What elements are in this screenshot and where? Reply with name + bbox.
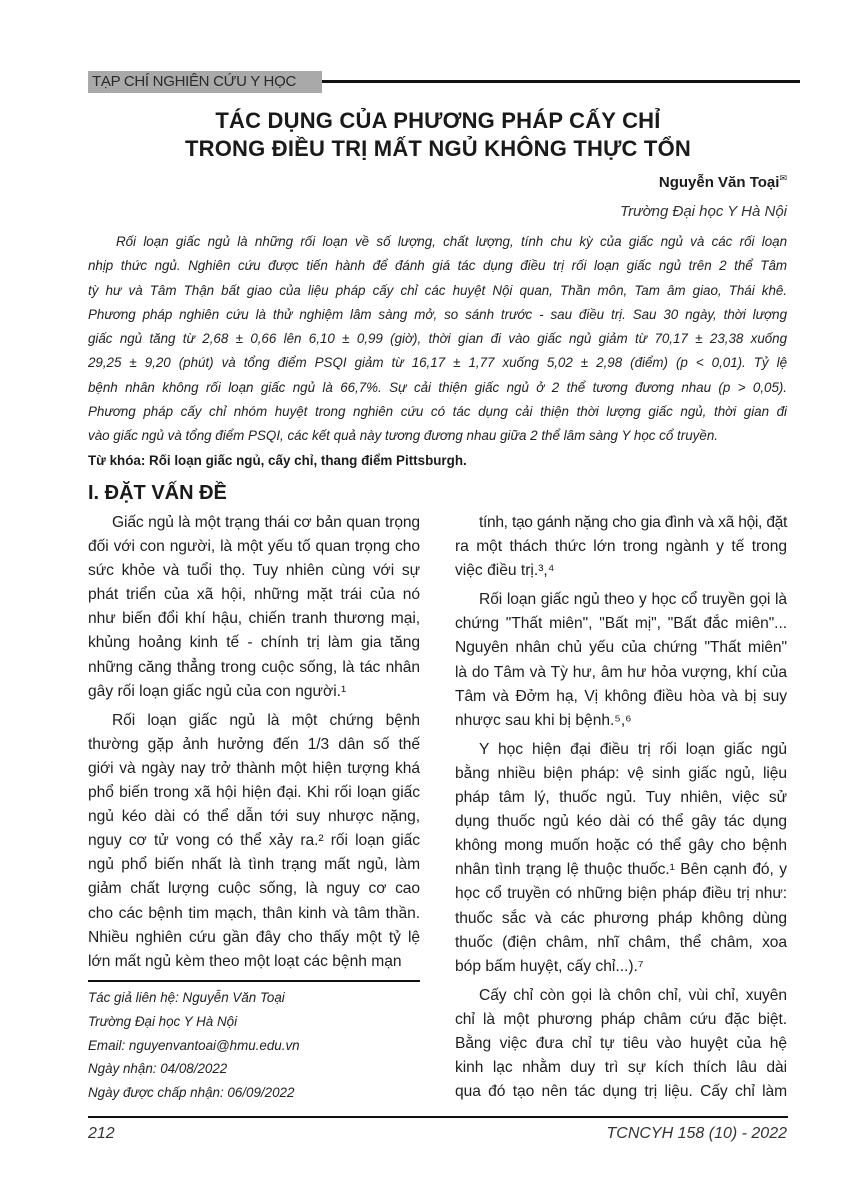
text-line: những căng thẳng trong cuộc sống, là tác nhân: [88, 658, 420, 676]
text-line: dụng thuốc ngủ kéo dài có thể gây tác dụng: [455, 813, 787, 831]
paragraph: [88, 230, 787, 449]
text-line: đối với con người, là một yếu tố quan trọng cho: [88, 538, 420, 556]
text-line: bệnh nhân không rối loạn giấc ngủ là 66,7%. Sự cải thiện giấc ngủ ở 2 thể tương đương nhau (p > 0,05).: [88, 379, 787, 395]
section-heading: I. ĐẶT VẤN ĐỀ: [88, 482, 227, 504]
text-line: nhịp thức ngủ. Nghiên cứu được tiến hành để đánh giá tác dụng điều trị rối loạn giấc ngủ trên 2 thể Tâm: [88, 258, 787, 274]
left-column: [88, 511, 420, 979]
journal-issue: TCNCYH 158 (10) - 2022: [606, 1125, 787, 1142]
footnote-received: Ngày nhận: 04/08/2022: [88, 1061, 228, 1077]
paragraph: [455, 984, 787, 1104]
paragraph: [455, 738, 787, 979]
text-line: nhân tình trạng lệ thuộc thuốc.¹ Bên cạnh đó, y: [455, 861, 787, 879]
footnote-institution: Trường Đại học Y Hà Nội: [88, 1013, 238, 1029]
text-line: Phương pháp nghiên cứu là thử nghiệm lâm sàng mở, so sánh trước - sau điều trị. Sau 30 ngày, thời lượng: [88, 306, 787, 322]
text-line: không mong muốn hoặc có thể gây cho bệnh: [455, 837, 787, 855]
right-column: [455, 511, 787, 1109]
text-line: bằng nhiều biện pháp: vệ sinh giấc ngủ, liệu: [455, 764, 787, 782]
text-line: pháp tâm lý, thuốc ngủ. Tuy nhiên, việc sử: [455, 789, 787, 807]
text-line: Cấy chỉ còn gọi là chôn chỉ, vùi chỉ, xuyên: [479, 986, 787, 1004]
text-line: ngủ phổ biến nhất là tình trạng mất ngủ, làm: [88, 856, 420, 874]
footer-rule: [88, 1116, 788, 1118]
text-line: Tâm và Đởm hạ, Vị không điều hòa và bị suy: [455, 687, 787, 705]
text-line: như biến đổi khí hậu, chiến tranh thương mại,: [88, 610, 420, 628]
affiliation: Trường Đại học Y Hà Nội: [620, 203, 787, 220]
text-line: Nhiều nghiên cứu gần đây cho thấy một tỷ lệ: [88, 928, 420, 946]
text-line: vào giấc ngủ và tổng điểm PSQI, các kết quả này tương đương nhau giữa 2 thể lâm sàng Y học cổ truyền.: [88, 428, 718, 444]
footnote: [88, 986, 300, 1105]
text-line: phát triển của xã hội, những mặt trái của nó: [88, 586, 420, 604]
text-line: Bằng việc đưa chỉ tự tiêu vào huyệt của hệ: [455, 1034, 787, 1052]
text-line: ngủ kéo dài có thể dẫn tới suy nhược nặng,: [88, 808, 420, 826]
text-line: cho các bệnh tim mạch, thân kinh và tâm thần.: [88, 904, 420, 922]
text-line: kinh lạc nhằm duy trì sự kích thích lâu dài: [455, 1059, 787, 1077]
text-line: việc điều trị.³,⁴: [455, 562, 555, 580]
text-line: tỳ hư và Tâm Thận bất giao của liệu pháp cấy chỉ các huyệt Nội quan, Thần môn, Tam âm giao, Thái khê.: [88, 282, 787, 298]
text-line: giảm chất lượng cuộc sống, là nguy cơ cao: [88, 880, 420, 898]
article-title-line-2: TRONG ĐIỀU TRỊ MẤT NGỦ KHÔNG THỰC TỔN: [185, 136, 691, 161]
author: [659, 173, 787, 191]
text-line: là do Tâm và Tỳ hư, âm hư hỏa vượng, khí của: [455, 663, 787, 681]
text-line: học cổ truyền có những biện pháp điều trị như:: [455, 885, 787, 903]
text-line: qua đó tạo nên tác dụng trị liệu. Cấy chỉ làm: [455, 1083, 787, 1101]
text-line: chứng "Thất miên", "Bất mị", "Bất đắc miên"...: [455, 615, 787, 633]
text-line: bóp bấm huyệt, cấy chỉ...).⁷: [455, 957, 644, 975]
text-line: thường gặp ảnh hưởng đến 1/3 dân số thế: [88, 735, 420, 753]
footnote-rule: [88, 980, 420, 982]
paragraph: [455, 588, 787, 733]
text-line: Rối loạn giấc ngủ theo y học cổ truyền gọi là: [479, 591, 787, 609]
text-line: tính, tạo gánh nặng cho gia đình và xã hội, đặt: [479, 514, 787, 531]
page-number: 212: [88, 1125, 115, 1142]
text-line: giới và ngày nay trở thành một hiện tượng khá: [88, 759, 420, 777]
text-line: khủng hoảng kinh tế - chính trị làm gia tăng: [88, 634, 420, 652]
abstract: [88, 230, 787, 454]
text-line: ra một thách thức lớn trong ngành y tế trong: [455, 538, 787, 556]
footnote-contact: Tác giả liên hệ: Nguyễn Văn Toại: [88, 990, 285, 1005]
paragraph: [455, 511, 787, 583]
article-title-line-1: TÁC DỤNG CỦA PHƯƠNG PHÁP CẤY CHỈ: [215, 108, 661, 133]
text-line: 29,25 ± 9,20 (phút) và tổng điểm PSQI giảm từ 16,17 ± 1,77 xuống 5,02 ± 2,98 (điểm) (p < 0,01). Tỷ lệ: [88, 355, 787, 371]
text-line: lớn mất ngủ kèm theo một loạt các bệnh mạn: [88, 952, 402, 970]
header-rule: [322, 80, 800, 83]
text-line: Giấc ngủ là một trạng thái cơ bản quan trọng: [112, 514, 420, 531]
paragraph: [88, 709, 420, 974]
text-line: nhược sau khi bị bệnh.⁵,⁶: [455, 711, 632, 729]
text-line: chỉ là một phương pháp châm cứu đặc biệt.: [455, 1010, 787, 1028]
journal-header: TẠP CHÍ NGHIÊN CỨU Y HỌC: [92, 73, 296, 90]
footnote-email[interactable]: Email: nguyenvantoai@hmu.edu.vn: [88, 1037, 300, 1053]
text-line: Rối loạn giấc ngủ là những rối loạn về số lượng, chất lượng, tính chu kỳ của giấc ngủ và các rối loạn: [116, 234, 787, 249]
keywords: Từ khóa: Rối loạn giấc ngủ, cấy chỉ, thang điểm Pittsburgh.: [88, 453, 467, 468]
text-line: thuốc (điện châm, nhĩ châm, thể châm, xoa: [455, 933, 787, 951]
text-line: phổ biến trong xã hội hiện đại. Khi rối loạn giấc: [88, 784, 420, 802]
author-name: Nguyễn Văn Toại: [658, 174, 780, 191]
text-line: thuốc sắc và các phương pháp không dùng: [455, 909, 787, 927]
text-line: Y học hiện đại điều trị rối loạn giấc ngủ: [479, 740, 787, 758]
text-line: gây rối loạn giấc ngủ của con người.¹: [88, 682, 347, 700]
text-line: Nguyên nhân chủ yếu của chứng "Thất miên": [455, 639, 787, 657]
paragraph: [88, 511, 420, 704]
text-line: Phương pháp cấy chỉ nhóm huyệt trong nghiên cứu có tác dụng cải thiện thời lượng giấc ngủ, thời gian đi: [88, 404, 787, 420]
footnote-accepted: Ngày được chấp nhận: 06/09/2022: [88, 1085, 295, 1101]
envelope-icon: ✉: [779, 173, 787, 183]
text-line: sức khỏe và tuổi thọ. Tuy nhiên cùng với sự: [88, 562, 420, 580]
text-line: giấc ngủ tăng từ 2,68 ± 0,66 lên 6,10 ± 0,99 (giờ), thời gian đi vào giấc ngủ giảm từ 70,17 ± 23,38 xuống: [88, 331, 787, 347]
text-line: Rối loạn giấc ngủ là một chứng bệnh: [112, 711, 420, 729]
text-line: nguy cơ tử vong có thể xảy ra.² rối loạn giấc: [88, 832, 420, 850]
